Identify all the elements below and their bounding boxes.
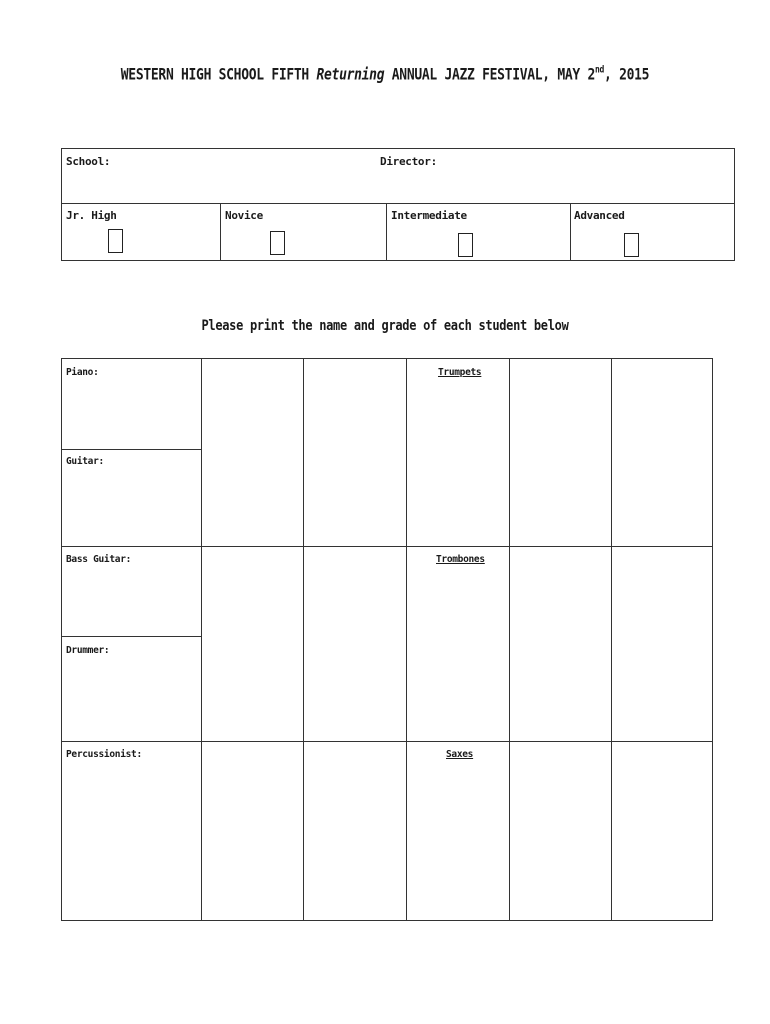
grid-subrow-divider	[62, 636, 201, 637]
level-label-novice: Novice	[225, 209, 263, 222]
section-label-bass-guitar: Bass Guitar:	[66, 554, 132, 565]
checkbox-novice[interactable]	[270, 231, 285, 255]
grid-row-divider	[62, 546, 712, 547]
header-column-divider	[220, 203, 221, 260]
school-label: School:	[66, 155, 111, 168]
checkbox-jr-high[interactable]	[108, 229, 123, 253]
level-label-jr-high: Jr. High	[66, 209, 117, 222]
grid-column-divider	[303, 359, 304, 920]
grid-column-divider	[611, 359, 612, 920]
title-text-part4: , 2015	[604, 65, 650, 85]
section-label-guitar: Guitar:	[66, 456, 104, 467]
checkbox-advanced[interactable]	[624, 233, 639, 257]
section-label-trumpets: Trumpets	[438, 367, 482, 378]
registration-header-table	[61, 148, 735, 261]
section-label-drummer: Drummer:	[66, 645, 110, 656]
grid-column-divider	[406, 359, 407, 920]
header-column-divider	[386, 203, 387, 260]
grid-column-divider	[201, 359, 202, 920]
page-title	[0, 64, 770, 84]
section-label-trombones: Trombones	[436, 554, 485, 565]
checkbox-intermediate[interactable]	[458, 233, 473, 257]
section-label-percussionist: Percussionist:	[66, 749, 142, 760]
grid-column-divider	[509, 359, 510, 920]
level-label-advanced: Advanced	[574, 209, 625, 222]
title-text-emphasis: Returning	[316, 65, 385, 85]
director-label: Director:	[380, 155, 437, 168]
grid-row-divider	[62, 741, 712, 742]
level-label-intermediate: Intermediate	[391, 209, 467, 222]
section-label-saxes: Saxes	[446, 749, 474, 760]
header-divider	[62, 203, 734, 204]
title-superscript: nd	[594, 63, 605, 76]
section-label-piano: Piano:	[66, 367, 99, 378]
title-text-part1: WESTERN HIGH SCHOOL FIFTH	[120, 65, 317, 85]
student-roster-grid	[61, 358, 713, 921]
instructions-heading: Please print the name and grade of each student below	[201, 316, 569, 334]
grid-subrow-divider	[62, 449, 201, 450]
title-text-part3: ANNUAL JAZZ FESTIVAL, MAY 2	[384, 65, 595, 85]
header-column-divider	[570, 203, 571, 260]
